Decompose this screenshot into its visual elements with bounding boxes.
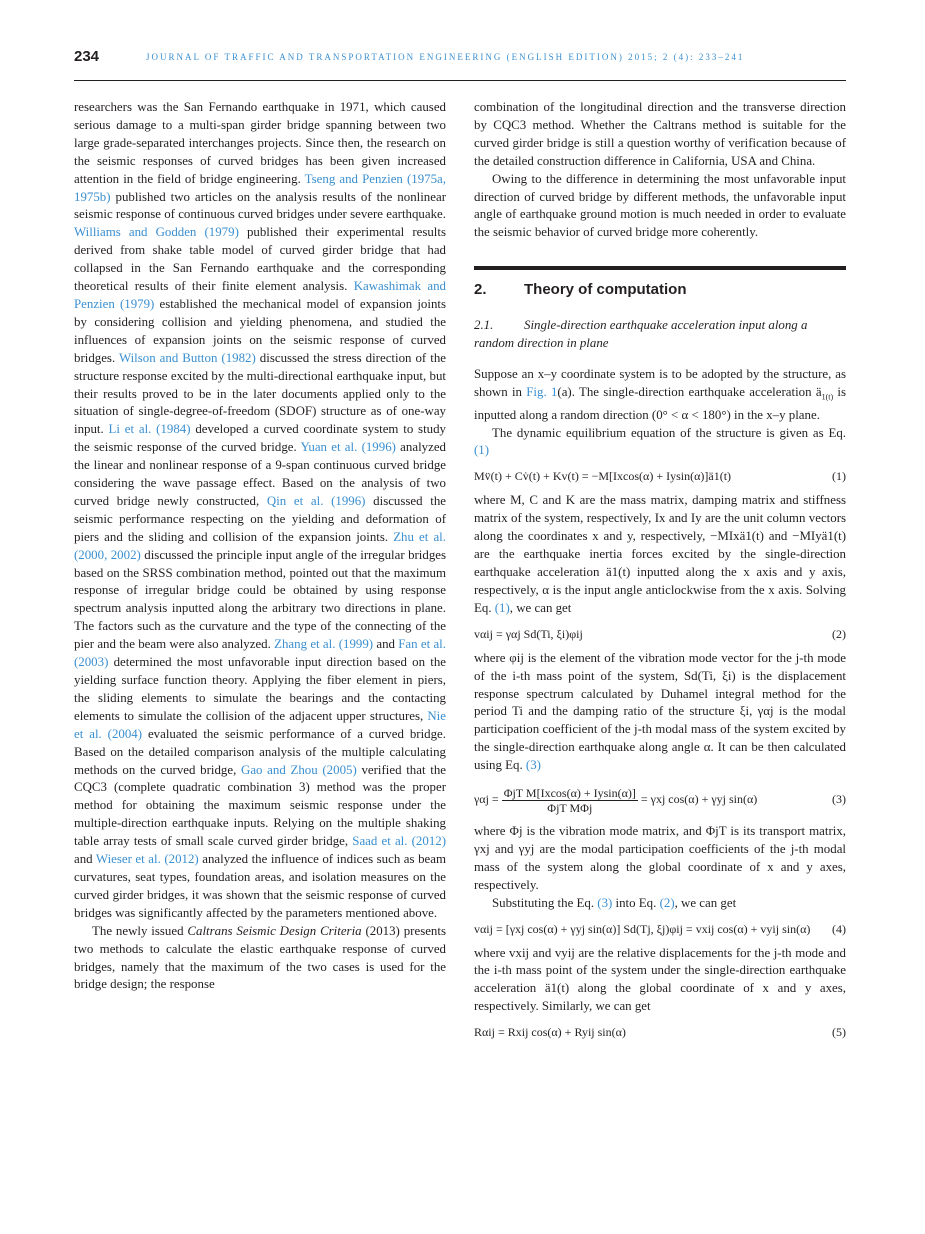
section-number: 2.	[474, 281, 487, 299]
page-header	[74, 48, 846, 81]
equation-5-formula: Rαij = Rxij cos(α) + Ryij sin(α)	[474, 1025, 626, 1040]
section-heading	[474, 280, 846, 300]
eq1-link-2[interactable]: (1)	[494, 600, 510, 615]
page-number: 234	[74, 48, 100, 65]
citation-gao-zhou[interactable]: Gao and Zhou (2005)	[241, 762, 357, 777]
right-column	[474, 99, 846, 1048]
citation-williams-godden[interactable]: Williams and Godden (1979)	[74, 225, 239, 240]
citation-yuan[interactable]: Yuan et al. (1996)	[300, 440, 396, 455]
equation-3-lhs: γαj =	[474, 792, 499, 807]
mode-matrix-paragraph: where Φj is the vibration mode matrix, and ΦjT is its transport matrix, γxj and γyj are the modal participation coefficients of the j-th modal mass of the system along the global coordinate of x and y axes, respectively.	[474, 824, 846, 892]
equation-2	[474, 624, 846, 644]
cqc3-paragraph: combination of the longitudinal direction and the transverse direction by CQC3 method. Whether the Caltrans method is suitable for the curved girder bridge is still a question worthy of verification because of the detailed construction difference in California, USA and China.	[474, 100, 846, 168]
citation-kawashimak-penzien[interactable]: Kawashimak and Penzien (1979)	[74, 279, 446, 311]
section-rule	[474, 266, 846, 270]
intro-paragraph: researchers was the San Fernando earthquake in 1971, which caused serious damage to a multi-span girder bridge spanning between two large grade-separated interchanges projects. Since then, the research on the seismic responses of curved bridges has been given increased attention in the field of bridge engineering. Tseng and Penzien (1975a, 1975b) published two articles on the analysis results of the nonlinear seismic response of continuous curved bridges under severe earthquake. Williams and Godden (1979) published their experimental results derived from shake table model of curved girder bridge that had collapsed in the San Fernando earthquake and the corresponding theoretical results of their finite element analysis. Kawashimak and Penzien (1979) established the mechanical model of expansion joints by considering collision and yielding phenomena, and studied the influences of expansion joints on the seismic response of curved bridges. Wilson and Button (1982) discussed the stress direction of the structure response excited by the multi-directional earthquake input, but their results proved to be in the later documents applied only to the situation of single-degree-of-freedom (SDOF) structure as of one-way input. Li et al. (1984) developed a curved coordinate system to study the seismic response of the curved bridge. Yuan et al. (1996) analyzed the linear and nonlinear response of a 9-span continuous curved bridge considering the wave passage effect. Based on the analysis of two curved bridge newly constructed, Qin et al. (1996) discussed the seismic performance respecting on the yielding and deformation of piers and the sliding and collision of the expansion joints. Zhu et al. (2000, 2002) discussed the principle input angle of the irregular bridges based on the SRSS combination method, pointed out that the maximum response of irregular bridge could be obtained by using response spectrum analysis inputted along the arbitrary two directions in plane. The factors such as the curvature and the type of the connecting of the pier and the beam were also analyzed. Zhang et al. (1999) and Fan et al. (2003) determined the most unfavorable input direction based on the yielding surface function theory. Applying the fiber element in piers, the sliding elements to simulate the bearings and the contacting elements to simulate the collision of the adjacent upper structures, Nie et al. (2004) evaluated the seismic performance of a curved bridge. Based on the detailed comparison analysis of the multiple calculating methods on the curved bridge, Gao and Zhou (2005) verified that the CQC3 (complete quadratic combination 3) method was the proper method for obtaining the maximum seismic response under the multiple-direction earthquake inputs. Relying on the multiple shaking table array tests of small scale curved girder bridge, Saad et al. (2012) and Wieser et al. (2012) analyzed the influence of indices such as beam curvatures, seat types, foundation areas, and isolation measures on the curved girder bridges, it was shown that the seismic response of curved bridges was significantly affected by the parameters mentioned above.	[74, 100, 447, 920]
citation-wieser[interactable]: Wieser et al. (2012)	[95, 852, 199, 867]
citation-wilson-button[interactable]: Wilson and Button (1982)	[118, 350, 256, 365]
section-title: Theory of computation	[524, 281, 687, 299]
equation-3-rhs: = γxj cos(α) + γyj sin(α)	[640, 792, 758, 807]
eq3-link-2[interactable]: (3)	[597, 895, 613, 910]
equation-1-formula: Mv̈(t) + Cv̇(t) + Kv(t) = −M[Ixcos(α) + Iysin(α)]ä1(t)	[474, 469, 732, 484]
citation-fan[interactable]: Fan et al. (2003)	[74, 637, 446, 670]
equation-2-number: (2)	[832, 626, 846, 641]
caltrans-paragraph: The newly issued Caltrans Seismic Design Criteria (2013) presents two methods to calculate the elastic earthquake response of curved bridges, namely that the maximum of the two cases is used for the bridge design; the response	[74, 923, 446, 992]
equation-4-formula: vαij = [γxj cos(α) + γyj sin(α)] Sd(Tj, ξj)φij = vxij cos(α) + vyij sin(α)	[474, 921, 811, 936]
citation-saad[interactable]: Saad et al. (2012)	[352, 834, 446, 849]
equation-4-number: (4)	[832, 921, 846, 936]
equilibrium-paragraph: The dynamic equilibrium equation of the structure is given as Eq. (1)	[474, 425, 846, 458]
journal-title: JOURNAL OF TRAFFIC AND TRANSPORTATION ENGINEERING (ENGLISH EDITION) 2015; 2 (4): 233–241	[146, 52, 745, 62]
equation-1-number: (1)	[832, 469, 846, 484]
eq2-link[interactable]: (2)	[659, 895, 675, 910]
citation-li[interactable]: Li et al. (1984)	[108, 422, 191, 437]
displacement-paragraph: where vxij and vyij are the relative displacements for the j-th mode and the i-th mass point of the system under the single-direction earthquake acceleration ä1(t) along the global coordinate of x and y axes, respectively. Similarly, we can get	[474, 945, 846, 1014]
subsection-title: Single-direction earthquake acceleration input along a random direction in plane	[474, 318, 808, 351]
caltrans-criteria-title: Caltrans Seismic Design Criteria	[187, 923, 362, 938]
coordinate-paragraph: Suppose an x–y coordinate system is to be adopted by the structure, as shown in Fig. 1(a). The single-direction earthquake acceleration $ä_{1(t)}$ is inputted along a random direction (0° < α < 180°) in the x–y plane.	[474, 367, 847, 422]
left-column	[74, 99, 446, 994]
substitution-paragraph: Substituting the Eq. (3) into Eq. (2), we can get	[492, 895, 737, 910]
motivation-paragraph: Owing to the difference in determining the most unfavorable input direction of curved bridge by different methods, the unfavorable input angle of earthquake ground motion is much needed in order to evaluate the seismic behavior of curved bridge more coherently.	[474, 171, 846, 240]
citation-tseng-penzien[interactable]: Tseng and Penzien (1975a, 1975b)	[74, 171, 446, 204]
equation-1	[474, 466, 846, 486]
matrices-paragraph: where M, C and K are the mass matrix, damping matrix and stiffness matrix of the system, respectively, Ix and Iy are the unit column vectors along the coordinates x and y, respectively, −MIxä1(t) and −MIyä1(t) are the earthquake inertia forces excited by the single-direction earthquake acceleration ä1(t) inputted along the x axis and y axis, respectively, α is the input angle anticlockwise from the x axis. Solving Eq. (1), we can get	[474, 493, 846, 615]
figure-1-link[interactable]: Fig. 1	[526, 385, 558, 400]
equation-4	[474, 919, 846, 939]
citation-zhu[interactable]: Zhu et al. (2000, 2002)	[74, 529, 446, 562]
subsection-number: 2.1.	[474, 318, 494, 333]
eq1-link[interactable]: (1)	[474, 443, 490, 458]
equation-2-formula: vαij = γαj Sd(Ti, ξi)φij	[474, 626, 583, 641]
equation-5	[474, 1022, 846, 1042]
eq3-link[interactable]: (3)	[525, 758, 541, 773]
mode-paragraph: where φij is the element of the vibration mode vector for the j-th mode of the i-th mass point of the system, Sd(Ti, ξi) is the displacement response spectrum calculated by Duhamel integral method for the period Ti and the damping ratio of the structure ξi, γαj is the modal participation coefficient of the j-th modal mass of the system excited by the single-direction earthquake along angle α. It can be then calculated using Eq. (3)	[474, 650, 846, 773]
equation-3	[474, 781, 846, 817]
equation-3-denominator: ΦjT MΦj	[547, 800, 593, 815]
citation-zhang[interactable]: Zhang et al. (1999)	[274, 637, 374, 652]
equation-3-fraction	[502, 786, 638, 815]
equation-3-number: (3)	[832, 792, 846, 807]
subsection-heading	[474, 316, 846, 352]
citation-qin[interactable]: Qin et al. (1996)	[266, 493, 366, 508]
equation-3-numerator: ΦjT M[Ixcos(α) + Iysin(α)]	[503, 785, 636, 800]
equation-5-number: (5)	[832, 1025, 846, 1040]
citation-nie[interactable]: Nie et al. (2004)	[74, 708, 446, 741]
